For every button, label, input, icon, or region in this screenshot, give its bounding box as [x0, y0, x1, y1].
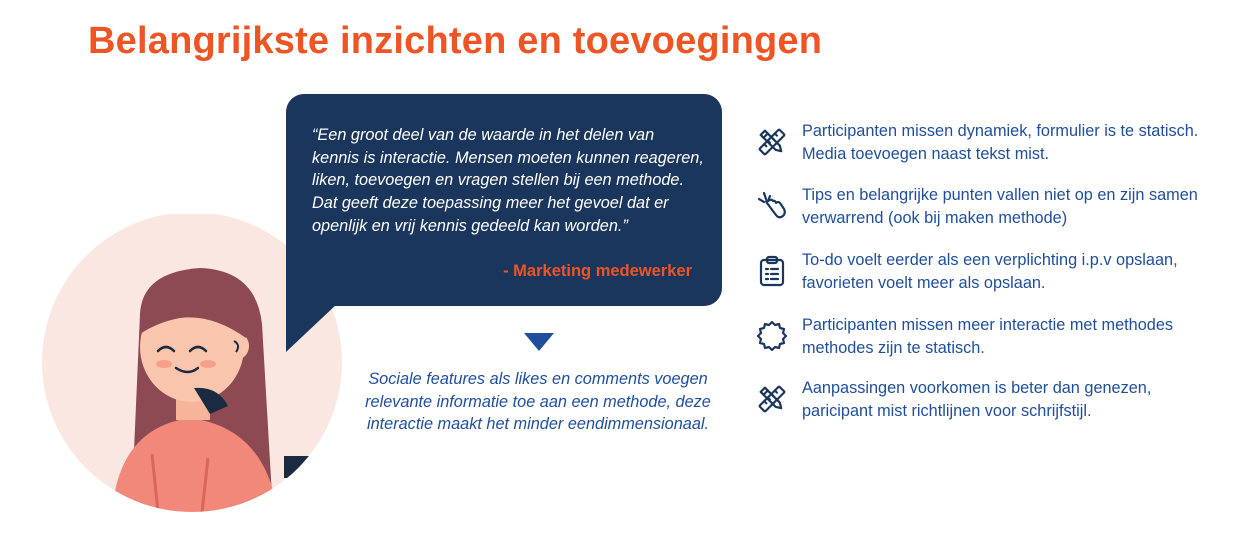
insight-item [750, 249, 1220, 299]
quote-text: “Een groot deel van de waarde in het delen van kennis is interactie. Mensen moeten kunnen reageren, liken, toevoegen en vragen stellen bij een methode. Dat geeft deze toepassing meer het gevoel dat er openlijk en vrij kennis gedeeld kan worden.” [312, 126, 704, 235]
page-title: Belangrijkste inzichten en toevoegingen [88, 20, 823, 62]
takeaway-text: Sociale features als likes en comments voegen relevante informatie toe aan een methode, deze interactie maakt het minder eendimmensionaal. [365, 370, 711, 433]
insight-text: Participanten missen meer interactie met methodes methodes zijn te statisch. [802, 316, 1174, 357]
insight-item [750, 184, 1220, 234]
pointing-hand-icon [756, 190, 788, 222]
quote-author: - Marketing medewerker [503, 262, 692, 280]
clipboard-list-icon [756, 255, 788, 287]
insight-text: To-do voelt eerder als een verplichting i.p.v opslaan, favorieten voelt meer als opslaan. [802, 251, 1178, 292]
insight-text: Participanten missen dynamiek, formulier is te statisch. Media toevoegen naast tekst mist. [802, 122, 1199, 163]
insight-text: Aanpassingen voorkomen is beter dan genezen, paricipant mist richtlijnen voor schrijfstijl. [802, 379, 1152, 420]
pencil-ruler-icon [756, 383, 788, 415]
down-arrow-icon [524, 333, 554, 351]
insight-item [750, 314, 1220, 364]
quote-bubble-tail [286, 286, 356, 352]
pencil-ruler-icon [756, 126, 788, 158]
insight-item [750, 377, 1220, 427]
insight-item [750, 120, 1220, 170]
insight-text: Tips en belangrijke punten vallen niet op en zijn samen verwarrend (ook bij maken methode) [802, 186, 1198, 227]
badge-icon [756, 320, 788, 352]
